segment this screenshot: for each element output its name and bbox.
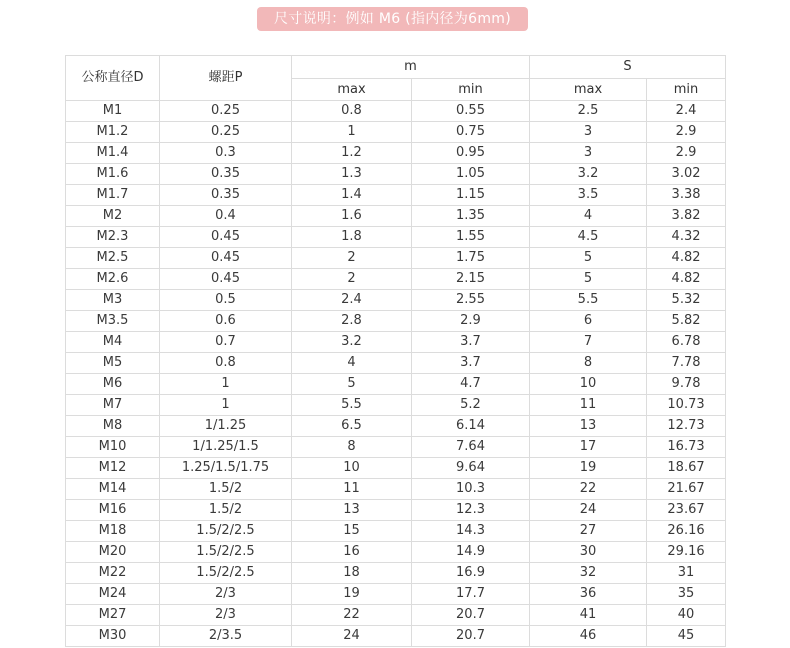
cell-s-max: 4 xyxy=(530,206,647,227)
cell-pitch: 1/1.25/1.5 xyxy=(160,437,292,458)
cell-s-max: 2.5 xyxy=(530,101,647,122)
cell-s-max: 30 xyxy=(530,542,647,563)
cell-s-min: 3.38 xyxy=(647,185,726,206)
cell-s-min: 23.67 xyxy=(647,500,726,521)
cell-m-max: 1.8 xyxy=(292,227,412,248)
cell-nominal-diameter: M1 xyxy=(66,101,160,122)
table-row xyxy=(66,416,726,437)
cell-m-max: 4 xyxy=(292,353,412,374)
cell-pitch: 1.5/2 xyxy=(160,479,292,500)
header-s-min: min xyxy=(647,79,726,101)
cell-nominal-diameter: M8 xyxy=(66,416,160,437)
cell-s-min: 10.73 xyxy=(647,395,726,416)
header-row xyxy=(66,56,726,79)
cell-s-max: 5 xyxy=(530,269,647,290)
cell-s-min: 18.67 xyxy=(647,458,726,479)
cell-m-max: 15 xyxy=(292,521,412,542)
cell-nominal-diameter: M14 xyxy=(66,479,160,500)
table-row xyxy=(66,248,726,269)
table-row xyxy=(66,479,726,500)
cell-m-max: 2 xyxy=(292,248,412,269)
cell-s-max: 5.5 xyxy=(530,290,647,311)
cell-nominal-diameter: M7 xyxy=(66,395,160,416)
cell-s-max: 3.2 xyxy=(530,164,647,185)
cell-pitch: 2/3 xyxy=(160,605,292,626)
cell-s-min: 5.82 xyxy=(647,311,726,332)
cell-nominal-diameter: M12 xyxy=(66,458,160,479)
cell-pitch: 1 xyxy=(160,374,292,395)
cell-m-min: 0.95 xyxy=(412,143,530,164)
header-m-max: max xyxy=(292,79,412,101)
cell-pitch: 1.5/2 xyxy=(160,500,292,521)
cell-m-min: 4.7 xyxy=(412,374,530,395)
cell-s-max: 22 xyxy=(530,479,647,500)
cell-m-max: 18 xyxy=(292,563,412,584)
cell-s-min: 9.78 xyxy=(647,374,726,395)
cell-pitch: 1.25/1.5/1.75 xyxy=(160,458,292,479)
cell-s-max: 3 xyxy=(530,143,647,164)
cell-s-min: 2.4 xyxy=(647,101,726,122)
cell-s-min: 7.78 xyxy=(647,353,726,374)
table-body xyxy=(66,101,726,647)
cell-s-min: 3.82 xyxy=(647,206,726,227)
table-row xyxy=(66,290,726,311)
cell-nominal-diameter: M4 xyxy=(66,332,160,353)
table-row xyxy=(66,122,726,143)
table-row xyxy=(66,584,726,605)
table-row xyxy=(66,269,726,290)
cell-nominal-diameter: M3 xyxy=(66,290,160,311)
table-row xyxy=(66,353,726,374)
cell-s-max: 4.5 xyxy=(530,227,647,248)
cell-nominal-diameter: M20 xyxy=(66,542,160,563)
cell-s-min: 35 xyxy=(647,584,726,605)
cell-m-max: 11 xyxy=(292,479,412,500)
cell-m-max: 1.4 xyxy=(292,185,412,206)
cell-m-min: 12.3 xyxy=(412,500,530,521)
cell-s-max: 13 xyxy=(530,416,647,437)
cell-m-min: 0.55 xyxy=(412,101,530,122)
cell-s-max: 10 xyxy=(530,374,647,395)
table-row xyxy=(66,605,726,626)
header-m: m xyxy=(292,56,530,79)
cell-pitch: 0.6 xyxy=(160,311,292,332)
cell-m-min: 1.55 xyxy=(412,227,530,248)
cell-s-min: 29.16 xyxy=(647,542,726,563)
cell-pitch: 0.5 xyxy=(160,290,292,311)
cell-s-max: 5 xyxy=(530,248,647,269)
cell-nominal-diameter: M6 xyxy=(66,374,160,395)
cell-nominal-diameter: M3.5 xyxy=(66,311,160,332)
cell-pitch: 0.3 xyxy=(160,143,292,164)
cell-s-min: 45 xyxy=(647,626,726,647)
cell-s-max: 3.5 xyxy=(530,185,647,206)
cell-nominal-diameter: M1.6 xyxy=(66,164,160,185)
cell-s-min: 31 xyxy=(647,563,726,584)
cell-m-max: 6.5 xyxy=(292,416,412,437)
cell-pitch: 0.4 xyxy=(160,206,292,227)
cell-pitch: 1.5/2/2.5 xyxy=(160,542,292,563)
cell-m-max: 2.4 xyxy=(292,290,412,311)
table-row xyxy=(66,500,726,521)
cell-m-min: 1.35 xyxy=(412,206,530,227)
cell-pitch: 0.35 xyxy=(160,185,292,206)
cell-s-min: 5.32 xyxy=(647,290,726,311)
cell-pitch: 0.25 xyxy=(160,122,292,143)
cell-nominal-diameter: M22 xyxy=(66,563,160,584)
cell-s-min: 26.16 xyxy=(647,521,726,542)
cell-m-max: 1.3 xyxy=(292,164,412,185)
cell-nominal-diameter: M2.6 xyxy=(66,269,160,290)
cell-pitch: 0.8 xyxy=(160,353,292,374)
cell-m-min: 2.55 xyxy=(412,290,530,311)
table-row xyxy=(66,521,726,542)
cell-m-min: 7.64 xyxy=(412,437,530,458)
cell-s-min: 4.32 xyxy=(647,227,726,248)
cell-m-max: 1.6 xyxy=(292,206,412,227)
cell-nominal-diameter: M24 xyxy=(66,584,160,605)
header-nominal-diameter: 公称直径D xyxy=(66,56,160,101)
cell-m-min: 1.75 xyxy=(412,248,530,269)
cell-s-max: 19 xyxy=(530,458,647,479)
cell-nominal-diameter: M1.7 xyxy=(66,185,160,206)
cell-m-max: 2.8 xyxy=(292,311,412,332)
cell-nominal-diameter: M30 xyxy=(66,626,160,647)
cell-s-max: 24 xyxy=(530,500,647,521)
table-row xyxy=(66,542,726,563)
cell-s-max: 27 xyxy=(530,521,647,542)
cell-pitch: 0.45 xyxy=(160,269,292,290)
table-row xyxy=(66,185,726,206)
cell-s-max: 11 xyxy=(530,395,647,416)
cell-s-min: 4.82 xyxy=(647,248,726,269)
cell-m-min: 9.64 xyxy=(412,458,530,479)
cell-m-min: 20.7 xyxy=(412,626,530,647)
cell-pitch: 0.45 xyxy=(160,227,292,248)
table-row xyxy=(66,143,726,164)
cell-s-max: 8 xyxy=(530,353,647,374)
cell-s-max: 17 xyxy=(530,437,647,458)
cell-nominal-diameter: M16 xyxy=(66,500,160,521)
cell-m-max: 19 xyxy=(292,584,412,605)
cell-m-max: 24 xyxy=(292,626,412,647)
cell-m-min: 1.05 xyxy=(412,164,530,185)
table-row xyxy=(66,563,726,584)
cell-s-max: 46 xyxy=(530,626,647,647)
cell-m-min: 3.7 xyxy=(412,353,530,374)
cell-nominal-diameter: M2 xyxy=(66,206,160,227)
cell-m-max: 13 xyxy=(292,500,412,521)
header-pitch: 螺距P xyxy=(160,56,292,101)
cell-m-max: 0.8 xyxy=(292,101,412,122)
cell-m-min: 0.75 xyxy=(412,122,530,143)
cell-pitch: 1.5/2/2.5 xyxy=(160,521,292,542)
cell-nominal-diameter: M2.3 xyxy=(66,227,160,248)
cell-s-min: 12.73 xyxy=(647,416,726,437)
header-m-min: min xyxy=(412,79,530,101)
cell-m-max: 2 xyxy=(292,269,412,290)
cell-pitch: 1.5/2/2.5 xyxy=(160,563,292,584)
cell-nominal-diameter: M1.2 xyxy=(66,122,160,143)
cell-nominal-diameter: M2.5 xyxy=(66,248,160,269)
cell-s-min: 2.9 xyxy=(647,122,726,143)
cell-m-max: 5 xyxy=(292,374,412,395)
table-row xyxy=(66,437,726,458)
table-row xyxy=(66,164,726,185)
table-row xyxy=(66,206,726,227)
cell-m-min: 3.7 xyxy=(412,332,530,353)
cell-s-max: 3 xyxy=(530,122,647,143)
cell-m-min: 14.9 xyxy=(412,542,530,563)
cell-m-max: 8 xyxy=(292,437,412,458)
header-s-max: max xyxy=(530,79,647,101)
cell-s-min: 40 xyxy=(647,605,726,626)
table-row xyxy=(66,101,726,122)
cell-m-max: 1 xyxy=(292,122,412,143)
table-row xyxy=(66,227,726,248)
cell-s-max: 7 xyxy=(530,332,647,353)
cell-s-min: 21.67 xyxy=(647,479,726,500)
cell-nominal-diameter: M5 xyxy=(66,353,160,374)
cell-pitch: 2/3.5 xyxy=(160,626,292,647)
cell-m-min: 1.15 xyxy=(412,185,530,206)
cell-m-min: 14.3 xyxy=(412,521,530,542)
cell-pitch: 1 xyxy=(160,395,292,416)
cell-m-max: 3.2 xyxy=(292,332,412,353)
cell-pitch: 0.45 xyxy=(160,248,292,269)
cell-m-max: 1.2 xyxy=(292,143,412,164)
cell-m-max: 16 xyxy=(292,542,412,563)
cell-pitch: 0.25 xyxy=(160,101,292,122)
cell-m-min: 6.14 xyxy=(412,416,530,437)
cell-s-max: 41 xyxy=(530,605,647,626)
cell-s-max: 36 xyxy=(530,584,647,605)
cell-m-max: 10 xyxy=(292,458,412,479)
cell-m-max: 22 xyxy=(292,605,412,626)
cell-s-min: 3.02 xyxy=(647,164,726,185)
cell-nominal-diameter: M10 xyxy=(66,437,160,458)
cell-m-min: 2.9 xyxy=(412,311,530,332)
table-row xyxy=(66,626,726,647)
table-row xyxy=(66,395,726,416)
cell-s-min: 2.9 xyxy=(647,143,726,164)
cell-s-min: 16.73 xyxy=(647,437,726,458)
cell-nominal-diameter: M18 xyxy=(66,521,160,542)
cell-pitch: 1/1.25 xyxy=(160,416,292,437)
table-row xyxy=(66,374,726,395)
cell-m-min: 20.7 xyxy=(412,605,530,626)
cell-pitch: 0.7 xyxy=(160,332,292,353)
table-row xyxy=(66,311,726,332)
cell-pitch: 0.35 xyxy=(160,164,292,185)
cell-pitch: 2/3 xyxy=(160,584,292,605)
cell-s-min: 6.78 xyxy=(647,332,726,353)
cell-s-min: 4.82 xyxy=(647,269,726,290)
table-row xyxy=(66,458,726,479)
cell-m-min: 17.7 xyxy=(412,584,530,605)
cell-nominal-diameter: M1.4 xyxy=(66,143,160,164)
cell-m-min: 5.2 xyxy=(412,395,530,416)
cell-m-min: 16.9 xyxy=(412,563,530,584)
thread-spec-table xyxy=(65,55,726,647)
cell-s-max: 32 xyxy=(530,563,647,584)
cell-m-min: 10.3 xyxy=(412,479,530,500)
table-row xyxy=(66,332,726,353)
size-description-banner: 尺寸说明：例如 M6 (指内径为6mm) xyxy=(257,7,528,31)
cell-m-max: 5.5 xyxy=(292,395,412,416)
cell-nominal-diameter: M27 xyxy=(66,605,160,626)
header-s: S xyxy=(530,56,726,79)
cell-m-min: 2.15 xyxy=(412,269,530,290)
cell-s-max: 6 xyxy=(530,311,647,332)
